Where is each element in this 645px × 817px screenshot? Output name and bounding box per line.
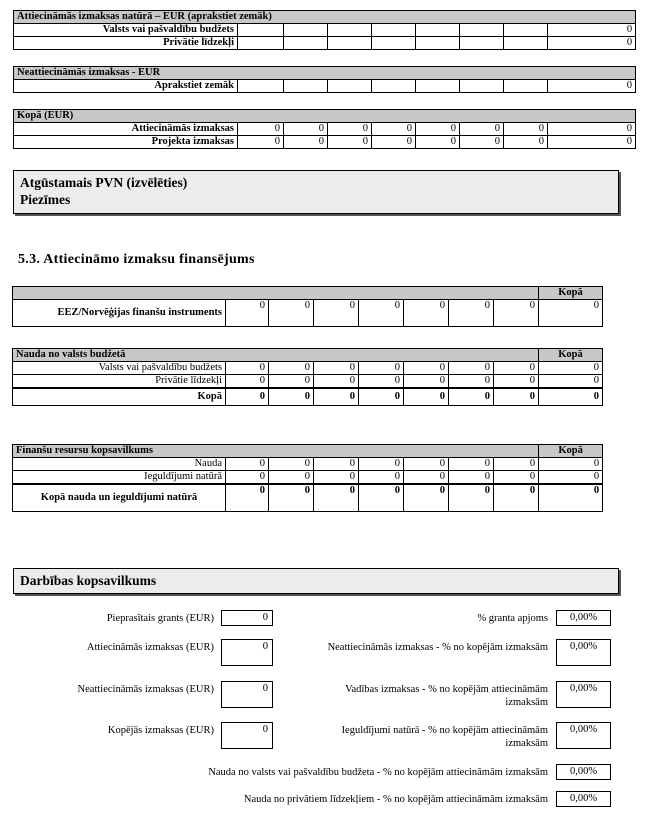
cell-total[interactable]: 0 (548, 24, 636, 37)
row-label: EEZ/Norvēģijas finanšu instruments (13, 300, 226, 327)
total-costs-label: Kopējās izmaksas (EUR) (107, 725, 214, 736)
table-row (14, 37, 636, 50)
table-row: Valsts vai pašvaldību budžets 0 0 0 0 0 0 0 0 (13, 362, 603, 375)
cell-total[interactable]: 0 (548, 80, 636, 93)
row-label: Privātie līdzekļi (14, 37, 238, 50)
non-eligible-table (13, 66, 636, 93)
row-label: Privātie līdzekļi (13, 375, 226, 389)
table-row: Ieguldījumi natūrā 0 0 0 0 0 0 0 0 (13, 471, 603, 485)
totals-header: Kopā (EUR) (14, 110, 636, 123)
requested-grant-label: Pieprasītais grants (EUR) (106, 613, 214, 624)
eligible-costs-field[interactable]: 0 (221, 639, 273, 666)
row-label: Attiecināmās izmaksas (14, 123, 238, 136)
cost-table-top (13, 10, 636, 50)
resources-table (12, 444, 603, 512)
table-row: EEZ/Norvēģijas finanšu instruments 0 0 0 0 0 0 0 0 (13, 300, 603, 327)
notes-line: Piezīmes (20, 192, 71, 207)
row-label: Kopā (13, 388, 226, 406)
cell-total[interactable]: 0 (548, 37, 636, 50)
section-title: 5.3. Attiecināmo izmaksu finansējums (18, 252, 255, 267)
total-row: Kopā nauda un ieguldījumi natūrā 0 0 0 0 0 0 0 0 (13, 484, 603, 512)
state-budget-table (12, 348, 603, 406)
non-eligible-costs-field[interactable]: 0 (221, 681, 273, 708)
row-label: Ieguldījumi natūrā (13, 471, 226, 485)
eea-table (12, 286, 603, 327)
management-percent-field[interactable]: 0,00% (556, 681, 611, 708)
state-budget-percent-label: Nauda no valsts vai pašvaldību budžeta - % no kopējām attiecināmām izmaksām (208, 767, 548, 778)
eligible-costs-label: Attiecināmās izmaksas (EUR) (86, 642, 214, 653)
total-row: Kopā 0 0 0 0 0 0 0 0 (13, 388, 603, 406)
activity-summary-title: Darbības kopsavilkums (13, 568, 619, 594)
table-row: Nauda 0 0 0 0 0 0 0 0 (13, 458, 603, 471)
non-eligible-header: Neattiecināmās izmaksas - EUR (14, 67, 636, 80)
non-eligible-percent-field[interactable]: 0,00% (556, 639, 611, 666)
kopa-header: Kopā (539, 349, 603, 362)
in-kind-header: Attiecināmās izmaksas natūrā – EUR (aprakstiet zemāk) (14, 11, 636, 24)
in-kind-percent-label: Ieguldījumi natūrā - % no kopējām attiecināmām izmaksām (341, 725, 548, 749)
table-row (14, 24, 636, 37)
total-costs-field[interactable]: 0 (221, 722, 273, 749)
in-kind-percent-field[interactable]: 0,00% (556, 722, 611, 749)
row-label: Aprakstiet zemāk (14, 80, 238, 93)
row-label: Valsts vai pašvaldību budžets (14, 24, 238, 37)
row-label: Nauda (13, 458, 226, 471)
private-funds-percent-label: Nauda no privātiem līdzekļiem - % no kopējām attiecināmām izmaksām (243, 794, 548, 805)
table-row: Projekta izmaksas 0 0 0 0 0 0 0 0 (14, 136, 636, 149)
vat-notes-box[interactable] (13, 170, 619, 214)
grant-percent-label: % granta apjoms (477, 613, 548, 624)
management-percent-label: Vadības izmaksas - % no kopējām attiecināmām izmaksām (345, 684, 548, 708)
row-label: Valsts vai pašvaldību budžets (13, 362, 226, 375)
kopa-header: Kopā (539, 445, 603, 458)
row-label: Projekta izmaksas (14, 136, 238, 149)
table-row: Attiecināmās izmaksas 0 0 0 0 0 0 0 0 (14, 123, 636, 136)
grant-percent-field[interactable]: 0,00% (556, 610, 611, 626)
table-row (14, 80, 636, 93)
vat-line: Atgūstamais PVN (izvēlēties) (20, 175, 188, 190)
resources-header: Finanšu resursu kopsavilkums (13, 445, 539, 458)
kopa-header: Kopā (539, 287, 603, 300)
state-budget-header: Nauda no valsts budžetā (13, 349, 539, 362)
requested-grant-field[interactable]: 0 (221, 610, 273, 626)
non-eligible-costs-label: Neattiecināmās izmaksas (EUR) (77, 684, 214, 695)
private-funds-percent-field[interactable]: 0,00% (556, 791, 611, 807)
row-label: Kopā nauda un ieguldījumi natūrā (13, 484, 226, 512)
state-budget-percent-field[interactable]: 0,00% (556, 764, 611, 780)
non-eligible-percent-label: Neattiecināmās izmaksas - % no kopējām izmaksām (327, 642, 548, 653)
table-row: Privātie līdzekļi 0 0 0 0 0 0 0 0 (13, 375, 603, 389)
totals-table (13, 109, 636, 149)
